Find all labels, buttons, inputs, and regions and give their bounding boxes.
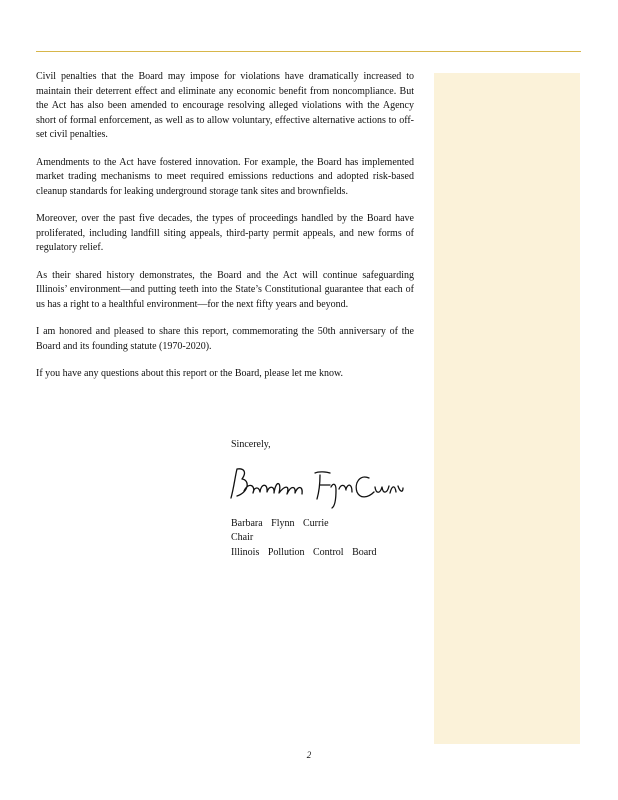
signer-organization: Illinois Pollution Control Board xyxy=(231,546,377,558)
signer-title: Chair xyxy=(231,532,254,543)
sidebar-panel xyxy=(434,73,580,744)
salutation: Sincerely, xyxy=(231,439,271,450)
letter-paragraph-2: Amendments to the Act have fostered innovation. For example, the Board has implemented market trading mechanisms to meet required emissions reductions and adopted risk-based cleanup standards for leaking underground storage tank sites and brownfields. xyxy=(36,156,414,197)
letter-paragraph-1: Civil penalties that the Board may impose for violations have dramatically increased to maintain their deterrent effect and eliminate any economic benefit from noncompliance. But the Act has also been amended to encourage resolving alleged violations with the Agency short of formal enforcement, as well as to allow voluntary, effective alternative actions to off-set civil penalties. xyxy=(36,71,414,140)
letter-closing xyxy=(231,438,421,560)
letter-paragraph-4: As their shared history demonstrates, the Board and the Act will continue safeguarding Illinois’ environment—and putting teeth into the State’s Constitutional guarantee that each of us has a right to a healthful environment—for the next fifty years and beyond. xyxy=(36,269,414,310)
page-number: 2 xyxy=(306,750,312,760)
signer-name: Barbara Flynn Currie xyxy=(231,517,329,529)
letter-paragraph-5: I am honored and pleased to share this report, commemorating the 50th anniversary of the Board and its founding statute (1970-2020). xyxy=(36,326,414,352)
header-rule xyxy=(36,51,581,52)
letter-paragraph-6: If you have any questions about this report or the Board, please let me know. xyxy=(36,368,344,379)
handwritten-signature xyxy=(229,463,404,509)
letter-body xyxy=(36,70,414,395)
letter-paragraph-3: Moreover, over the past five decades, the types of proceedings handled by the Board have proliferated, including landfill siting appeals, third-party permit appeals, and new forms of regulatory relief. xyxy=(36,213,414,253)
